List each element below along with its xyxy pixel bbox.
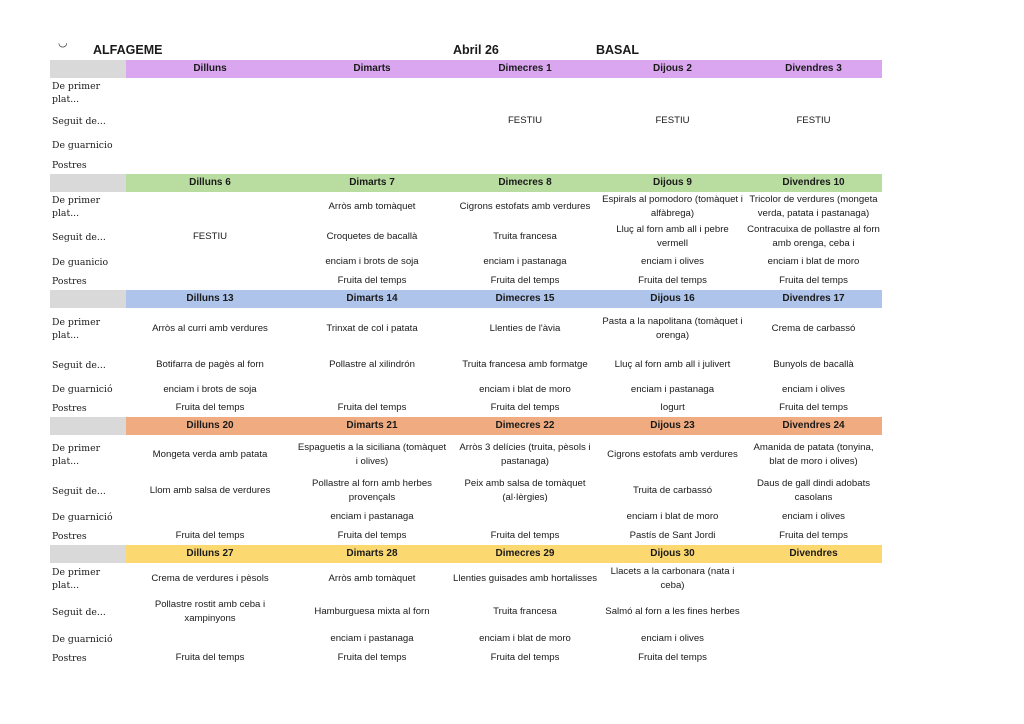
meal-cell <box>126 156 294 174</box>
row-label: De primer plat... <box>52 317 101 341</box>
meal-cell: Fruita del temps <box>175 402 245 413</box>
row-label: Seguit de... <box>52 359 106 371</box>
meal-cell: enciam i blat de moro <box>479 633 571 644</box>
meal-cell <box>745 649 882 667</box>
label-header-cell <box>50 290 126 308</box>
meal-cell: Fruita del temps <box>638 652 707 663</box>
row-label: De guarnició <box>52 384 113 395</box>
meal-cell: Pollastre al forn amb herbes provençals <box>312 478 432 503</box>
row-label: De guarnició <box>52 511 113 523</box>
meal-cell: Cigrons estofats amb verdures <box>459 201 591 212</box>
meal-cell <box>126 507 294 527</box>
meal-cell: enciam i olives <box>641 633 704 644</box>
meal-cell: Bunyols de bacallà <box>773 359 854 370</box>
meal-cell: Fruita del temps <box>490 402 560 413</box>
meal-cell: enciam i brots de soja <box>325 256 419 267</box>
meal-cell <box>450 507 600 527</box>
garnish-row <box>50 507 882 527</box>
meal-cell: enciam i pastanaga <box>630 383 715 395</box>
row-label: Postres <box>52 275 87 287</box>
meal-cell: Fruita del temps <box>337 652 407 663</box>
meal-cell <box>126 78 294 108</box>
meal-cell: Espirals al pomodoro (tomàquet i alfàbrega) <box>602 194 743 219</box>
garnish-row <box>50 134 882 156</box>
row-label: Seguit de... <box>52 115 106 127</box>
meal-cell: Espaguetis a la siciliana (tomàquet i olives) <box>297 442 447 467</box>
second-course-row <box>50 108 882 134</box>
meal-cell: Fruita del temps <box>779 275 848 286</box>
day-header: Dimarts 21 <box>294 417 450 435</box>
dessert-row <box>50 399 882 417</box>
meal-cell: Fruita del temps <box>337 402 407 413</box>
second-course-row <box>50 350 882 380</box>
day-header: Dilluns 13 <box>126 290 294 308</box>
meal-cell: Tricolor de verdures (mongeta verda, patata i pastanaga) <box>749 194 878 219</box>
meal-cell <box>745 629 882 649</box>
meal-cell: Llenties guisades amb hortalisses <box>453 573 597 584</box>
row-label: Seguit de... <box>52 606 106 618</box>
meal-cell: enciam i olives <box>782 511 845 522</box>
meal-cell: Peix amb salsa de tomàquet (al·lèrgies) <box>464 478 586 503</box>
row-label: De primer plat... <box>52 81 101 105</box>
meal-cell: Mongeta verda amb patata <box>152 449 268 460</box>
meal-cell: Lluç al forn amb all i julivert <box>614 359 731 370</box>
row-label: De primer plat... <box>52 567 101 591</box>
second-course-row <box>50 222 882 252</box>
dessert-row <box>50 272 882 290</box>
day-header: Dilluns 20 <box>126 417 294 435</box>
day-header: Dimarts 7 <box>294 174 450 192</box>
week-4-days <box>50 417 882 435</box>
meal-cell: Fruita del temps <box>779 402 848 413</box>
day-header: Dijous 16 <box>600 290 745 308</box>
meal-cell <box>745 78 882 108</box>
first-course-row <box>50 435 882 475</box>
day-header: Dimecres 1 <box>450 60 600 78</box>
meal-cell: Llenties de l'àvia <box>489 323 561 334</box>
meal-cell: Trinxat de col i patata <box>326 323 418 334</box>
day-header: Dimecres 15 <box>450 290 600 308</box>
meal-cell: FESTIU <box>507 115 543 126</box>
meal-cell <box>294 380 450 399</box>
meal-cell: Arròs amb tomàquet <box>328 573 416 584</box>
meal-cell: Truita francesa <box>493 231 557 242</box>
row-label: De guarnició <box>52 633 113 645</box>
meal-cell: enciam i olives <box>641 256 704 267</box>
label-header-cell <box>50 174 126 192</box>
day-header: Dimarts 14 <box>294 290 450 308</box>
meal-cell <box>745 595 882 629</box>
day-header: Dilluns 27 <box>126 545 294 563</box>
meal-cell: Arròs 3 delícies (truita, pèsols i pastanaga) <box>459 442 591 467</box>
day-header: Divendres <box>745 545 882 563</box>
row-label: Postres <box>52 159 87 171</box>
meal-cell: Fruita del temps <box>779 530 848 541</box>
second-course-row <box>50 475 882 507</box>
meal-cell: Contracuixa de pollastre al forn amb orenga, ceba i <box>747 224 880 249</box>
meal-cell <box>126 192 294 222</box>
day-header: Dilluns 6 <box>126 174 294 192</box>
meal-cell: Botifarra de pagès al forn <box>156 359 264 370</box>
day-header: Divendres 17 <box>745 290 882 308</box>
meal-cell <box>745 134 882 156</box>
meal-cell <box>126 272 294 290</box>
meal-cell: Truita francesa <box>493 606 557 617</box>
row-label: De guanicio <box>52 256 109 268</box>
dessert-row <box>50 156 882 174</box>
meal-cell: enciam i pastanaga <box>330 633 414 644</box>
week-2-days <box>50 174 882 192</box>
meal-cell: Salmó al forn a les fines herbes <box>605 606 740 617</box>
meal-cell: FESTIU <box>192 231 228 242</box>
row-label: Postres <box>52 652 87 664</box>
meal-cell <box>294 78 450 108</box>
garnish-row <box>50 380 882 399</box>
meal-cell <box>126 629 294 649</box>
week-3-days <box>50 290 882 308</box>
day-header: Dimecres 8 <box>450 174 600 192</box>
meal-cell <box>450 156 600 174</box>
meal-cell <box>745 563 882 595</box>
garnish-row <box>50 629 882 649</box>
menu-table <box>50 60 882 667</box>
meal-cell: Llacets a la carbonara (nata i ceba) <box>610 566 735 591</box>
meal-cell: Pasta a la napolitana (tomàquet i orenga) <box>602 316 743 341</box>
row-label: Seguit de... <box>52 485 106 497</box>
meal-cell <box>126 252 294 272</box>
meal-cell: enciam i pastanaga <box>330 511 414 522</box>
day-header: Dijous 9 <box>600 174 745 192</box>
row-label: De primer plat... <box>52 443 101 467</box>
meal-cell: enciam i blat de moro <box>479 383 571 395</box>
meal-cell: enciam i blat de moro <box>626 511 719 522</box>
meal-cell <box>600 156 745 174</box>
day-header: Dimarts <box>294 60 450 78</box>
meal-cell: Truita de carbassó <box>632 485 713 496</box>
meal-cell: Hamburguesa mixta al forn <box>314 606 430 617</box>
meal-cell: Crema de carbassó <box>771 323 856 334</box>
meal-cell: enciam i pastanaga <box>483 256 567 267</box>
meal-cell <box>450 134 600 156</box>
second-course-row <box>50 595 882 629</box>
row-label: Postres <box>52 530 87 542</box>
meal-cell: Fruita del temps <box>490 530 560 541</box>
meal-cell: Crema de verdures i pèsols <box>151 573 269 584</box>
meal-cell: FESTIU <box>655 115 690 126</box>
label-header-cell <box>50 60 126 78</box>
first-course-row <box>50 563 882 595</box>
row-label: De guarnicio <box>52 139 113 151</box>
meal-cell <box>450 78 600 108</box>
meal-cell <box>600 134 745 156</box>
meal-cell <box>294 156 450 174</box>
meal-cell: enciam i brots de soja <box>163 383 257 395</box>
first-course-row <box>50 78 882 108</box>
garnish-row <box>50 252 882 272</box>
meal-cell: Truita francesa amb formatge <box>462 359 588 370</box>
first-course-row <box>50 308 882 350</box>
meal-cell: Daus de gall dindi adobats casolans <box>756 478 871 503</box>
label-header-cell <box>50 417 126 435</box>
day-header: Dijous 2 <box>600 60 745 78</box>
meal-cell <box>600 78 745 108</box>
meal-cell <box>126 134 294 156</box>
meal-cell: Fruita del temps <box>638 275 707 286</box>
meal-cell: Arròs al curri amb verdures <box>152 323 268 334</box>
day-header: Divendres 10 <box>745 174 882 192</box>
month-title: Abril 26 <box>453 43 499 57</box>
meal-cell: Pollastre rostit amb ceba i xampinyons <box>154 599 266 624</box>
meal-cell: enciam i olives <box>782 383 845 395</box>
day-header: Dimecres 22 <box>450 417 600 435</box>
dessert-row <box>50 649 882 667</box>
meal-cell: Fruita del temps <box>490 275 560 286</box>
day-header: Dijous 23 <box>600 417 745 435</box>
week-5-days <box>50 545 882 563</box>
meal-cell: Iogurt <box>660 402 685 413</box>
label-header-cell <box>50 545 126 563</box>
meal-cell: Fruita del temps <box>490 652 560 663</box>
day-header: Divendres 24 <box>745 417 882 435</box>
meal-cell: Arròs amb tomàquet <box>328 201 416 212</box>
meal-cell <box>294 134 450 156</box>
school-name: ALFAGEME <box>93 43 163 57</box>
meal-cell: Cigrons estofats amb verdures <box>607 449 738 460</box>
logo-icon: ◡ <box>58 37 68 49</box>
meal-cell <box>126 108 294 134</box>
week-1-days <box>50 60 882 78</box>
day-header: Dimecres 29 <box>450 545 600 563</box>
day-header: Dijous 30 <box>600 545 745 563</box>
dessert-row <box>50 527 882 545</box>
meal-cell <box>745 156 882 174</box>
menu-type: BASAL <box>596 43 640 57</box>
row-label: Postres <box>52 402 87 414</box>
meal-cell: Pastís de Sant Jordi <box>629 530 716 541</box>
meal-cell: Croquetes de bacallà <box>326 231 418 242</box>
meal-cell: Fruita del temps <box>175 530 245 541</box>
meal-cell: FESTIU <box>796 115 831 126</box>
meal-cell: Pollastre al xilindrón <box>329 359 415 370</box>
first-course-row <box>50 192 882 222</box>
meal-cell <box>294 108 450 134</box>
meal-cell: Fruita del temps <box>337 530 407 541</box>
row-label: Seguit de... <box>52 231 106 243</box>
day-header: Divendres 3 <box>745 60 882 78</box>
day-header: Dilluns <box>126 60 294 78</box>
row-label: De primer plat... <box>52 195 101 219</box>
meal-cell: Llom amb salsa de verdures <box>149 485 271 496</box>
meal-cell: enciam i blat de moro <box>767 256 860 267</box>
meal-cell: Amanida de patata (tonyina, blat de moro i olives) <box>753 442 874 467</box>
day-header: Dimarts 28 <box>294 545 450 563</box>
meal-cell: Fruita del temps <box>337 275 407 286</box>
meal-cell: Lluç al forn amb all i pebre vermell <box>616 224 729 249</box>
meal-cell: Fruita del temps <box>175 652 245 663</box>
